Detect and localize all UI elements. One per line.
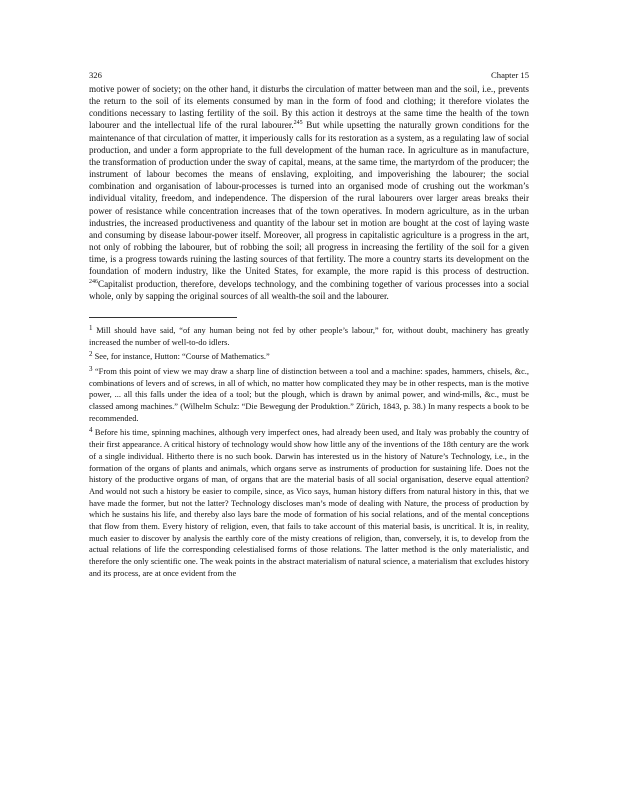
footnote-1 — [89, 325, 529, 348]
body-text-part-2: But while upsetting the naturally grown conditions for the maintenance of that circulation of matter, it imperiously calls for its restoration as a system, as a regulating law of social production, and under a form appropriate to the full development of the human race. In agriculture as in manufacture, the transformation of production under the sway of capital, means, at the same time, the martyrdom of the producer; the instrument of labour becomes the means of enslaving, exploiting, and impoverishing the labourer; the social combination and organisation of labour-processes is turned into an organised mode of crushing out the workman’s individual vitality, freedom, and independence. The dispersion of the rural labourers over larger areas breaks their power of resistance while concentration increases that of the town operatives. In modern agriculture, as in the urban industries, the increased productiveness and quantity of the labour set in motion are bought at the cost of laying waste and consuming by disease labour-power itself. Moreover, all progress in capitalistic agriculture is a progress in the art, not only of robbing the labourer, but of robbing the soil; all progress in increasing the fertility of the soil for a given time, is a progress towards ruining the lasting sources of that fertility. The more a country starts its development on the foundation of modern industry, like the United States, for example, the more rapid is this process of destruction. — [89, 120, 529, 277]
footnote-ref-245: 245 — [293, 120, 303, 127]
page-number: 326 — [89, 70, 102, 80]
footnote-text: See, for instance, Hutton: “Course of Mathematics.” — [92, 352, 270, 362]
document-page — [89, 70, 529, 583]
footnote-text: Before his time, spinning machines, although very imperfect ones, had already been used, and Italy was probably the country of their first appearance. A critical history of technology would show how little any of the inventions of the 18th century are the work of a single individual. Hitherto there is no such book. Darwin has interested us in the history of Nature’s Technology, i.e., in the formation of the organs of plants and animals, which organs serve as instruments of production for sustaining life. Does not the history of the productive organs of man, of organs that are the material basis of all social organisation, deserve equal attention? And would not such a history be easier to compile, since, as Vico says, human history differs from natural history in this, that we have made the former, but not the latter? Technology discloses man’s mode of dealing with Nature, the process of production by which he sustains his life, and thereby also lays bare the mode of formation of his social relations, and of the mental conceptions that flow from them. Every history of religion, even, that fails to take account of this material basis, is uncritical. It is, in reality, much easier to discover by analysis the earthly core of the misty creations of religion, than, conversely, it is, to develop from the actual relations of life the corresponding celestialised forms of those relations. The latter method is the only materialistic, and therefore the only scientific one. The weak points in the abstract materialism of natural science, a materialism that excludes history and its process, are at once evident from the — [89, 428, 529, 578]
footnotes — [89, 325, 529, 580]
footnote-number: 3 — [89, 364, 93, 373]
footnote-4 — [89, 427, 529, 579]
footnote-divider — [89, 317, 237, 318]
footnote-2 — [89, 351, 529, 363]
footnote-text: Mill should have said, “of any human being not fed by other people’s labour,” for, without doubt, machinery has greatly increased the number of well-to-do idlers. — [89, 325, 529, 347]
footnote-number: 1 — [89, 323, 93, 332]
footnote-number: 2 — [89, 350, 93, 359]
footnote-number: 4 — [89, 426, 93, 435]
footnote-3 — [89, 366, 529, 425]
footnote-text: “From this point of view we may draw a sharp line of distinction between a tool and a machine: spades, hammers, chisels, &c., combinations of levers and of screws, in all of which, no matter how complicated they may be in other respects, man is the motive power, ... all this falls under the idea of a tool; but the plough, which is drawn by animal power, and wind-mills, &c., must be classed among machines.” (Wilhelm Schulz: “Die Bewegung der Produktion.” Zürich, 1843, p. 38.) In many respects a book to be recommended. — [89, 366, 529, 423]
footnote-ref-246: 246 — [89, 278, 98, 285]
body-text-part-3: Capitalist production, therefore, develops technology, and the combining together of various processes into a social whole, only by sapping the original sources of all wealth-the soil and the labourer. — [89, 278, 529, 301]
chapter-title: Chapter 15 — [491, 70, 529, 80]
body-paragraph — [89, 83, 529, 302]
body-text-part-1: motive power of society; on the other hand, it disturbs the circulation of matter between man and the soil, i.e., prevents the return to the soil of its elements consumed by man in the form of food and clothing; it therefore violates the conditions necessary to lasting fertility of the soil. By this action it destroys at the same time the health of the town labourer and the intellectual life of the rural labourer. — [89, 84, 529, 131]
running-header — [89, 70, 529, 83]
